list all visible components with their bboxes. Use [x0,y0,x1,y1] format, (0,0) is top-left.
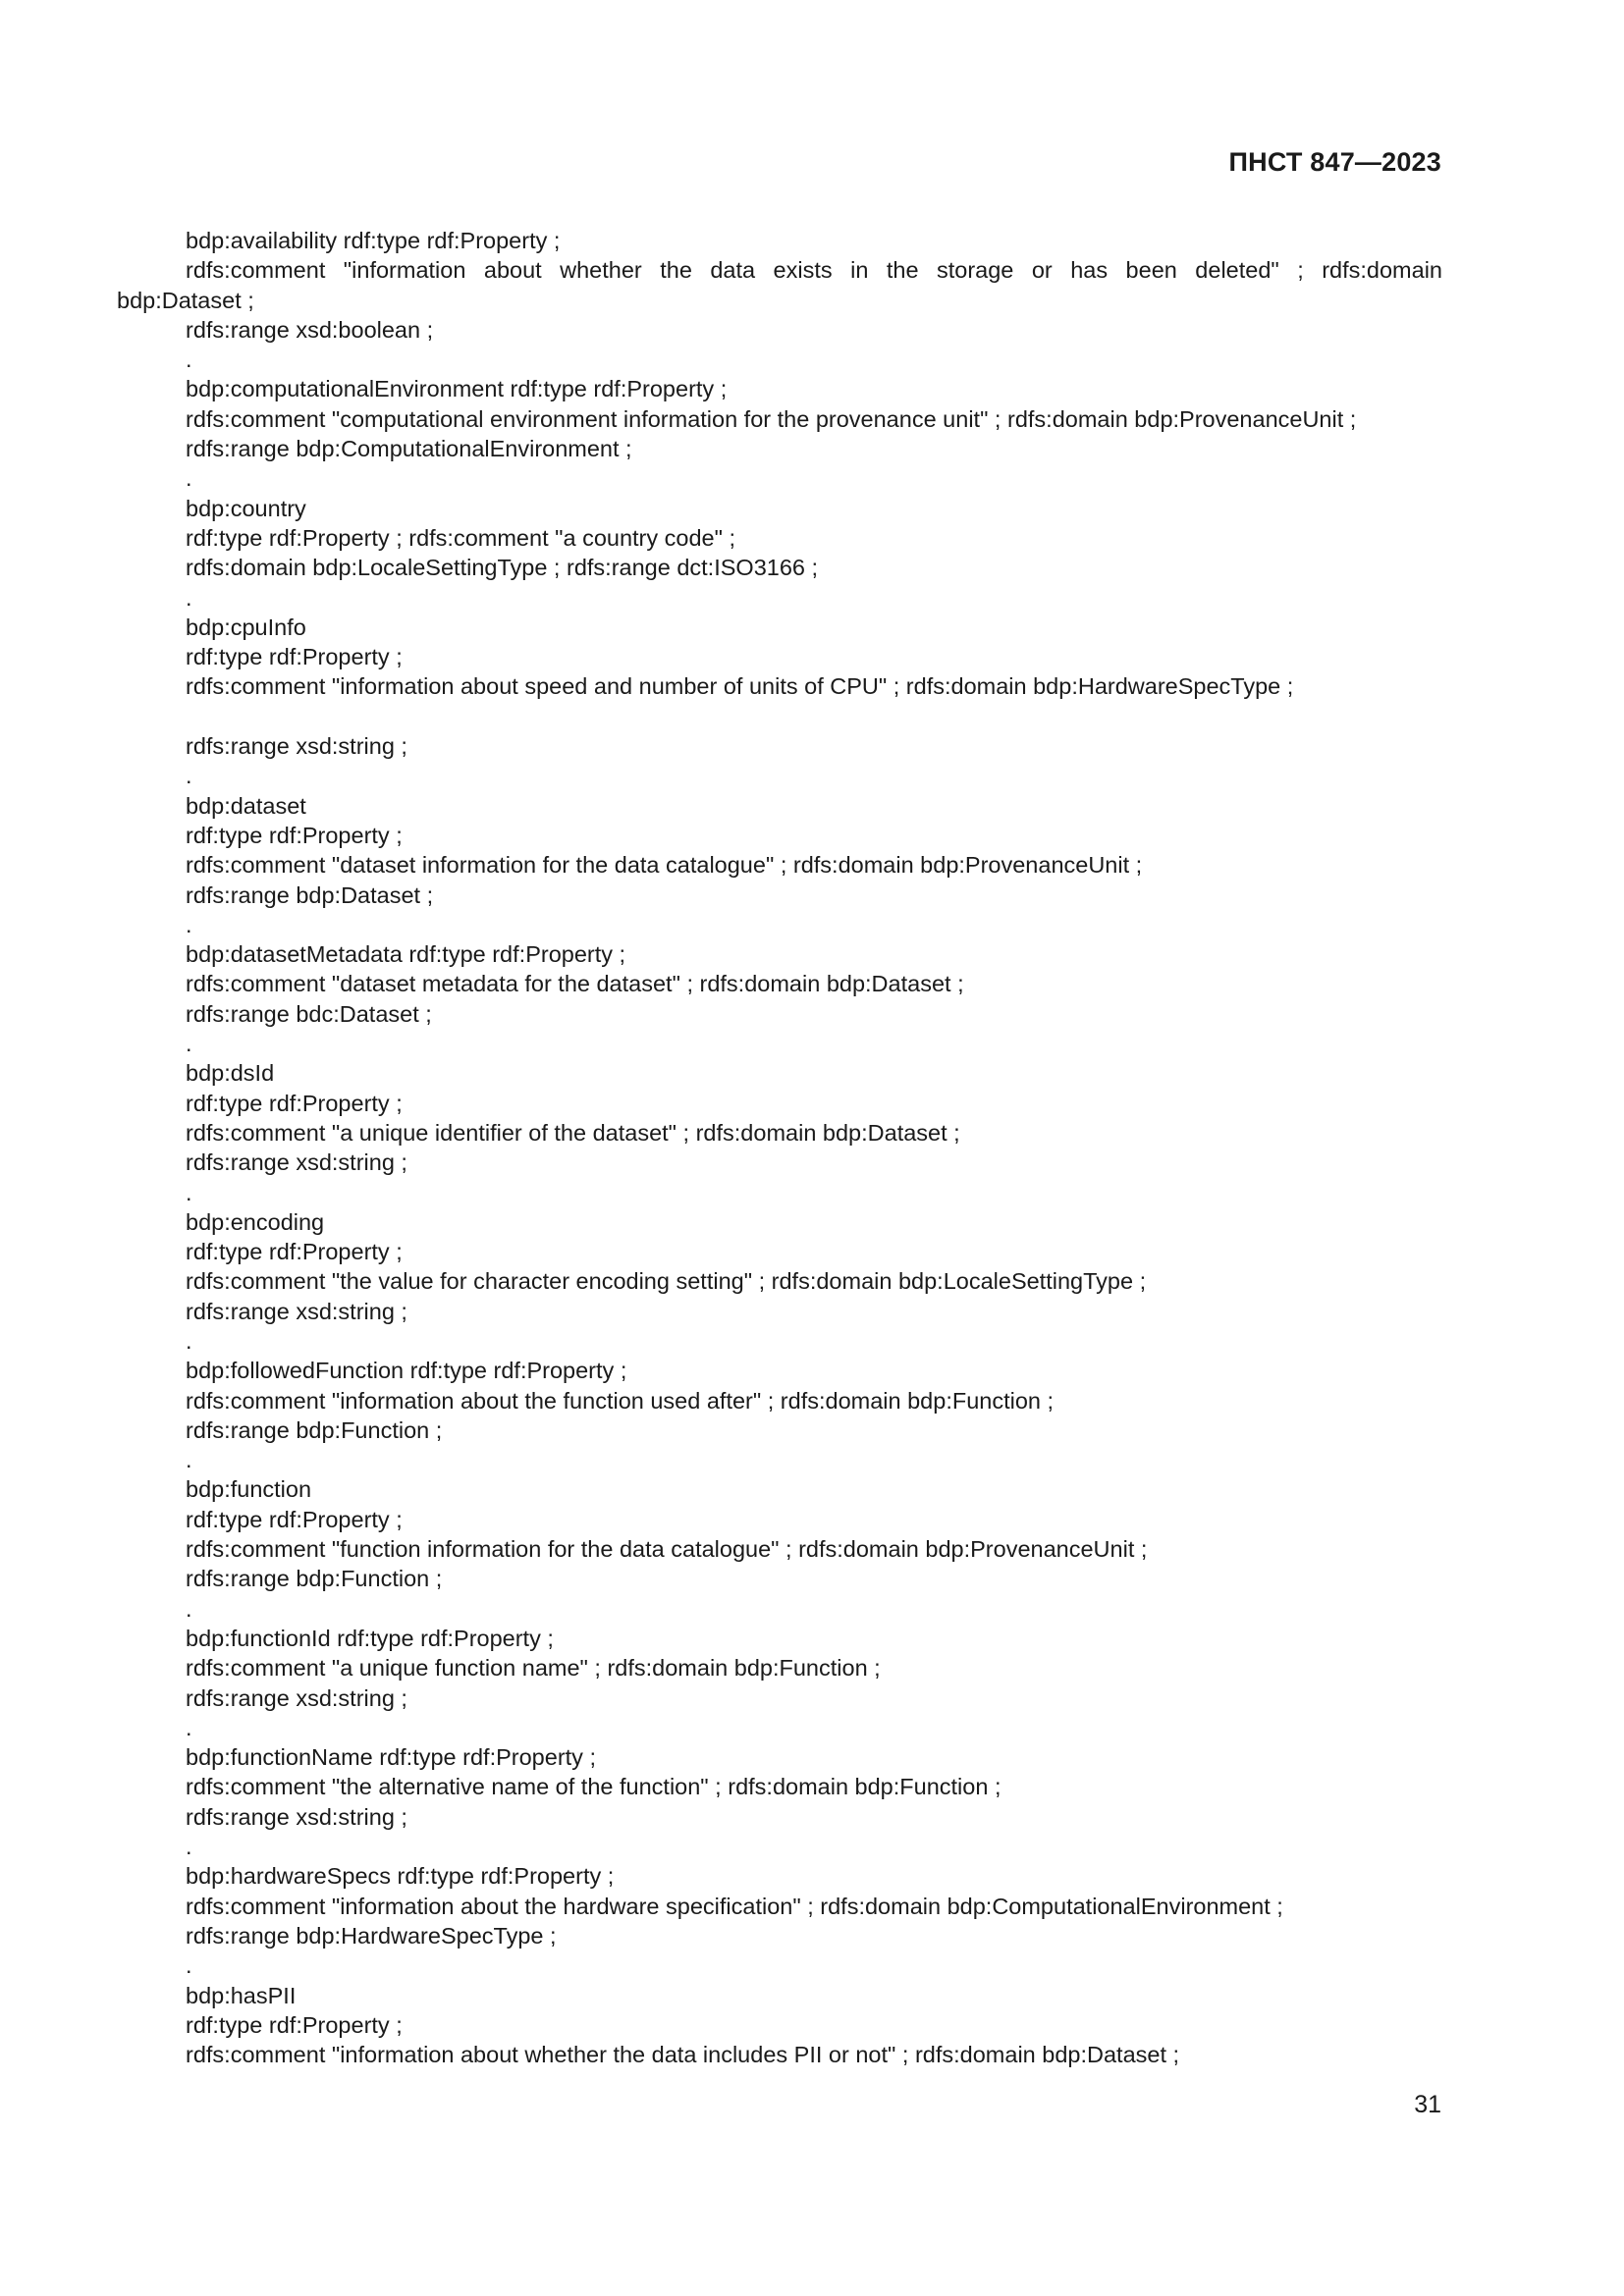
document-id-header: ПНСТ 847—2023 [1228,147,1441,177]
text-line: bdp:hasPII [186,1982,297,2008]
text-line: rdfs:comment "information about whether the data includes PII or not" ; rdfs:domain bdp:Dataset ; [186,2042,1180,2068]
text-line: rdfs:comment "dataset metadata for the dataset" ; rdfs:domain bdp:Dataset ; [186,971,964,997]
statement-terminator: . [186,465,192,492]
text-line: rdfs:range xsd:string ; [186,1149,407,1176]
text-line: rdf:type rdf:Property ; [186,1239,403,1265]
text-line: rdfs:comment "information about the hardware specification" ; rdfs:domain bdp:ComputationalEnvironment ; [186,1893,1283,1919]
text-line: bdp:followedFunction rdf:type rdf:Property ; [186,1358,627,1384]
page-number: 31 [1414,2091,1441,2118]
statement-terminator: . [186,911,192,937]
text-line: bdp:dataset [186,792,306,819]
text-line: bdp:country [186,495,306,521]
text-line: bdp:hardwareSpecs rdf:type rdf:Property ; [186,1863,615,1890]
text-line: bdp:dsId [186,1060,275,1087]
text-line: rdfs:range bdc:Dataset ; [186,1000,432,1027]
statement-terminator: . [186,347,192,373]
text-line: rdf:type rdf:Property ; rdfs:comment "a country code" ; [186,524,736,551]
text-line: bdp:encoding [186,1208,325,1235]
statement-terminator: . [186,1447,192,1473]
text-line: rdfs:range bdp:Function ; [186,1566,443,1592]
statement-terminator: . [186,584,192,611]
text-line: rdfs:comment "the alternative name of the function" ; rdfs:domain bdp:Function ; [186,1774,1001,1800]
statement-terminator: . [186,1179,192,1205]
text-line: rdfs:range xsd:string ; [186,1684,407,1711]
text-line: rdf:type rdf:Property ; [186,644,403,670]
text-line: rdfs:range bdp:ComputationalEnvironment ; [186,436,632,462]
text-line: rdfs:range xsd:string ; [186,1803,407,1830]
text-line: bdp:computationalEnvironment rdf:type rdf:Property ; [186,376,728,402]
text-line: rdfs:comment "information about the function used after" ; rdfs:domain bdp:Function ; [186,1387,1055,1414]
text-line: rdfs:comment "dataset information for the data catalogue" ; rdfs:domain bdp:ProvenanceUnit ; [186,852,1143,879]
text-line: rdf:type rdf:Property ; [186,1090,403,1116]
text-line-justified: rdfs:comment "information about whether the data exists in the storage or has been deleted" ; rdfs:domain [186,257,1442,284]
text-line: rdfs:range xsd:boolean ; [186,316,434,343]
text-line: rdfs:range xsd:string ; [186,733,407,760]
text-line: rdf:type rdf:Property ; [186,822,403,848]
text-line: rdfs:comment "function information for the data catalogue" ; rdfs:domain bdp:ProvenanceUnit ; [186,1536,1148,1563]
text-line: rdfs:comment "the value for character encoding setting" ; rdfs:domain bdp:LocaleSettingType ; [186,1268,1147,1295]
text-line: rdf:type rdf:Property ; [186,2011,403,2038]
statement-terminator: . [186,1031,192,1057]
text-line: rdfs:range xsd:string ; [186,1298,407,1324]
text-line: rdfs:domain bdp:LocaleSettingType ; rdfs:range dct:ISO3166 ; [186,555,819,581]
text-line: rdfs:range bdp:HardwareSpecType ; [186,1922,557,1949]
statement-terminator: . [186,1327,192,1354]
text-line: bdp:cpuInfo [186,614,306,640]
statement-terminator: . [186,1952,192,1979]
blank-line [117,702,1442,731]
text-line: bdp:functionName rdf:type rdf:Property ; [186,1744,596,1771]
text-line: rdfs:comment "information about speed and number of units of CPU" ; rdfs:domain bdp:HardwareSpecType ; [186,673,1294,700]
text-line: rdfs:comment "a unique identifier of the dataset" ; rdfs:domain bdp:Dataset ; [186,1119,960,1146]
text-line: rdfs:range bdp:Function ; [186,1416,443,1443]
text-line: bdp:functionId rdf:type rdf:Property ; [186,1625,554,1651]
text-line: bdp:availability rdf:type rdf:Property ; [186,228,561,253]
text-line-continuation: bdp:Dataset ; [117,287,254,313]
text-line: bdp:function [186,1476,312,1503]
text-line: rdfs:range bdp:Dataset ; [186,881,434,908]
text-line: rdfs:comment "a unique function name" ; rdfs:domain bdp:Function ; [186,1655,881,1682]
statement-terminator: . [186,1595,192,1622]
statement-terminator: . [186,1834,192,1860]
rdf-listing [117,226,1442,2069]
text-line: bdp:datasetMetadata rdf:type rdf:Property ; [186,941,626,968]
statement-terminator: . [186,1714,192,1740]
text-line: rdf:type rdf:Property ; [186,1506,403,1532]
text-line: rdfs:comment "computational environment information for the provenance unit" ; rdfs:domain bdp:ProvenanceUnit ; [186,405,1357,432]
statement-terminator: . [186,763,192,789]
